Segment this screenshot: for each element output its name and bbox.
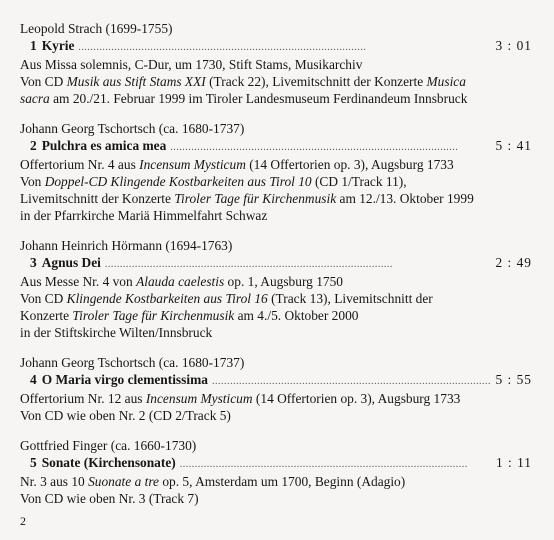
track-title: Pulchra es amica mea [41,138,167,153]
description-text: in der Pfarrkirche Mariä Himmelfahrt Schwaz [20,208,268,223]
italic-title-text: Klingende Kostbarkeiten aus Tirol 16 [66,291,268,306]
composer-name: Leopold Strach (1699-1755) [20,21,173,36]
description-text: Von CD wie oben Nr. 2 (CD 2/Track 5) [20,408,231,423]
track-description-line [20,490,532,507]
track-description-line [20,73,532,90]
description-text: in der Stiftskirche Wilten/Innsbruck [20,325,213,340]
track-description-line [20,473,532,490]
description-text: op. 1, Augsburg 1750 [224,274,343,289]
track-description-line [20,273,532,290]
track-list [20,20,532,520]
italic-title-text: Incensum Mysticum [145,391,253,406]
track-heading [20,454,532,473]
track-entry [20,237,532,341]
composer-name: Gottfried Finger (ca. 1660-1730) [20,438,197,453]
track-heading [20,137,532,156]
description-text: am 12./13. Oktober 1999 [336,191,474,206]
dot-leader [170,137,491,156]
description-text: Von CD [20,74,67,89]
description-text: op. 5, Amsterdam um 1700, Beginn (Adagio) [159,474,406,489]
italic-title-text: Musica [426,74,466,89]
page-number: 2 [20,514,26,528]
track-description-line [20,290,532,307]
track-entry [20,354,532,424]
dot-leader [212,371,492,390]
track-number: 4 [30,372,37,387]
description-text: Von CD wie oben Nr. 3 (Track 7) [20,491,199,506]
track-description-line [20,307,532,324]
description-text: Offertorium Nr. 12 aus [20,391,146,406]
description-text: am 4./5. Oktober 2000 [234,308,359,323]
dot-leader [105,254,492,273]
description-text: Aus Missa solemnis, C-Dur, um 1730, Stift Stams, Musikarchiv [20,57,363,72]
track-number: 5 [30,455,37,470]
track-title: Agnus Dei [41,255,101,270]
track-description-line [20,90,532,107]
track-duration: 1 : 11 [495,455,532,470]
track-description-line [20,207,532,224]
italic-title-text: Tiroler Tage für Kirchenmusik [72,308,235,323]
track-description-line [20,324,532,341]
italic-title-text: Suonate a tre [88,474,159,489]
description-text: (CD 1/Track 11), [311,174,407,189]
track-title: O Maria virgo clementissima [41,372,208,387]
description-text: Aus Messe Nr. 4 von [20,274,137,289]
description-text: Von CD [20,291,67,306]
track-number: 3 [30,255,37,270]
track-entry [20,437,532,507]
composer-name: Johann Heinrich Hörmann (1694-1763) [20,238,233,253]
dot-leader [180,454,492,473]
track-title: Sonate (Kirchensonate) [41,455,176,470]
track-description-line [20,390,532,407]
track-description-line [20,156,532,173]
composer-name: Johann Georg Tschortsch (ca. 1680-1737) [20,121,245,136]
description-text: (Track 13), Livemitschnitt der [267,291,433,306]
description-text: (14 Offertorien op. 3), Augsburg 1733 [252,391,461,406]
track-entry [20,120,532,224]
track-number: 2 [30,138,37,153]
italic-title-text: sacra [20,91,50,106]
track-duration: 3 : 01 [495,38,532,53]
track-duration: 5 : 55 [495,372,532,387]
description-text: Nr. 3 aus 10 [20,474,89,489]
track-description-line [20,407,532,424]
description-text: am 20./21. Februar 1999 im Tiroler Landesmuseum Ferdinandeum Innsbruck [49,91,468,106]
italic-title-text: Doppel-CD Klingende Kostbarkeiten aus Tirol 10 [44,174,312,189]
track-title: Kyrie [41,38,75,53]
description-text: (14 Offertorien op. 3), Augsburg 1733 [245,157,454,172]
track-duration: 5 : 41 [495,138,532,153]
track-heading [20,254,532,273]
track-description-line [20,56,532,73]
italic-title-text: Incensum Mysticum [139,157,246,172]
track-duration: 2 : 49 [495,255,532,270]
description-text: Konzerte [20,308,73,323]
composer-name: Johann Georg Tschortsch (ca. 1680-1737) [20,355,245,370]
italic-title-text: Alauda caelestis [136,274,225,289]
track-description-line [20,190,532,207]
track-heading [20,37,532,56]
description-text: Offertorium Nr. 4 aus [20,157,140,172]
track-heading [20,371,532,390]
dot-leader [78,37,491,56]
track-description-line [20,173,532,190]
description-text: (Track 22), Livemitschnitt der Konzerte [205,74,427,89]
track-number: 1 [30,38,37,53]
track-entry [20,20,532,107]
description-text: Von [20,174,45,189]
italic-title-text: Tiroler Tage für Kirchenmusik [174,191,337,206]
italic-title-text: Musik aus Stift Stams XXI [66,74,206,89]
description-text: Livemitschnitt der Konzerte [20,191,175,206]
